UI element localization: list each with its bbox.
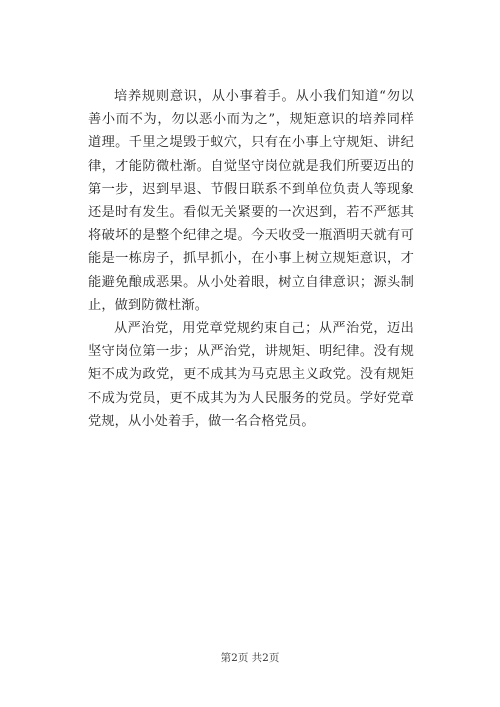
document-body [88, 85, 414, 433]
paragraph-1: 培养规则意识，从小事着手。从小我们知道“勿以善小而不为，勿以恶小而为之”，规矩意识的培养同样道理。千里之堤毁于蚁穴，只有在小事上守规矩、讲纪律，才能防微杜渐。自觉坚守岗位就是我们所要迈出的第一步，迟到早退、节假日联系不到单位负责人等现象还是时有发生。看似无关紧要的一次迟到，若不严惩其将破坏的是整个纪律之堤。今天收受一瓶酒明天就有可能是一栋房子，抓早抓小，在小事上树立规矩意识，才能避免酿成恶果。从小处着眼，树立自律意识；源头制止，做到防微杜渐。 [88, 89, 414, 313]
page-number-footer: 第2页 共2页 [220, 652, 280, 664]
paragraph-2: 从严治党，用党章党规约束自己；从严治党，迈出坚守岗位第一步；从严治党，讲规矩、明纪律。没有规矩不成为政党，更不成其为马克思主义政党。没有规矩不成为党员，更不成其为为人民服务的党员。学好党章党规，从小处着手，做一名合格党员。 [88, 321, 414, 429]
